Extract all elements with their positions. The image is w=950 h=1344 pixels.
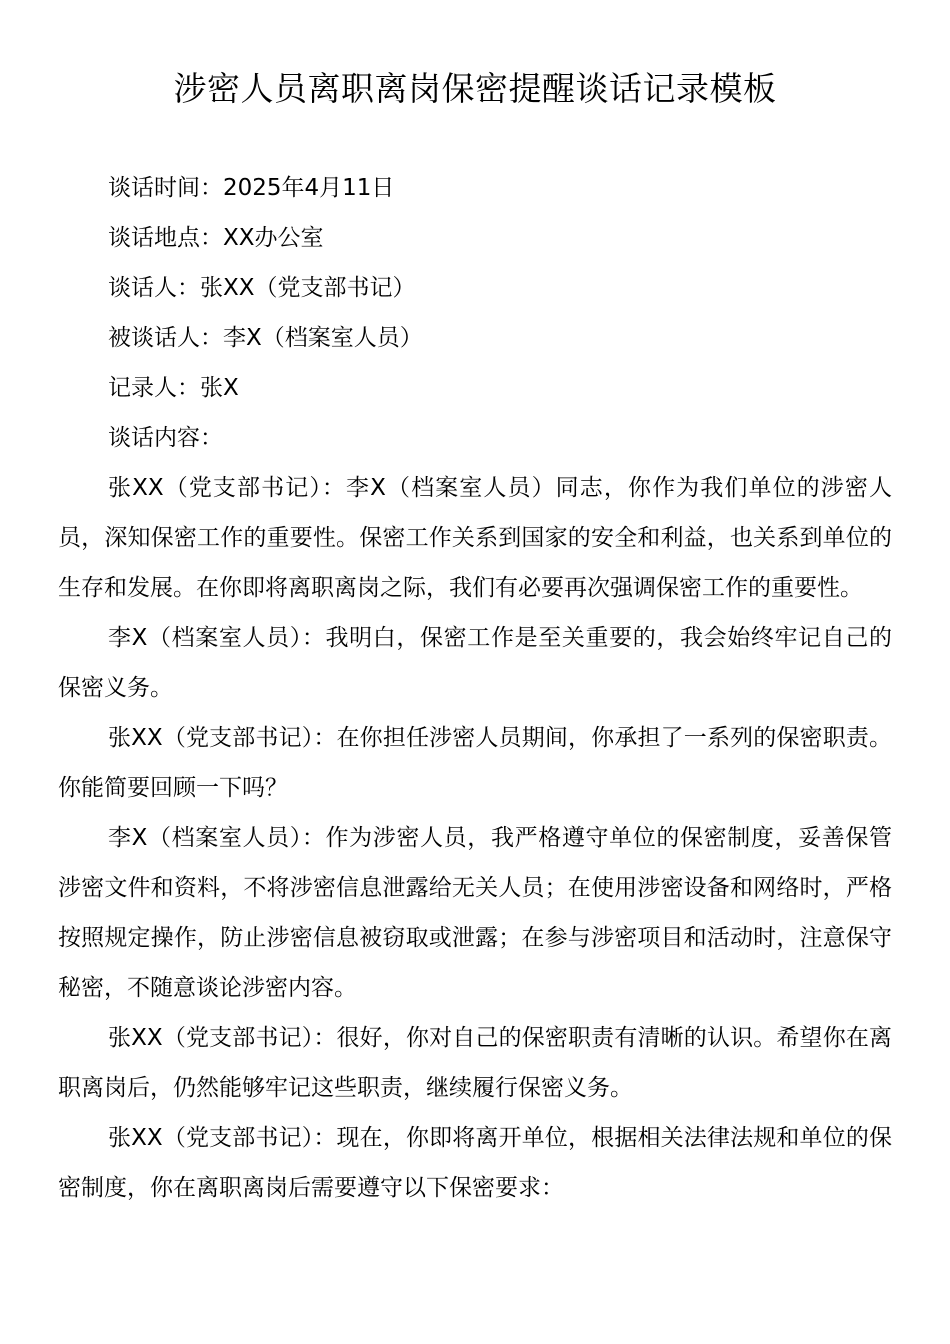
meta-content-heading: 谈话内容： <box>108 425 223 451</box>
dialogue-paragraph: 张XX（党支部书记）：在你担任涉密人员期间，你承担了一系列的保密职责。你能简要回顾一下吗？ <box>58 725 892 801</box>
dialogue-paragraph: 张XX（党支部书记）：很好，你对自己的保密职责有清晰的认识。希望你在离职离岗后，仍然能够牢记这些职责，继续履行保密义务。 <box>58 1025 892 1101</box>
dialogue-paragraph: 张XX（党支部书记）：现在，你即将离开单位，根据相关法律法规和单位的保密制度，你在离职离岗后需要遵守以下保密要求： <box>58 1125 892 1201</box>
meta-interview-location: 谈话地点：XX办公室 <box>108 225 324 251</box>
interview-meta-list <box>108 163 908 463</box>
meta-recorder: 记录人：张X <box>108 375 239 401</box>
dialogue-paragraph: 张XX（党支部书记）：李X（档案室人员）同志，你作为我们单位的涉密人员，深知保密工作的重要性。保密工作关系到国家的安全和利益，也关系到单位的生存和发展。在你即将离职离岗之际，我们有必要再次强调保密工作的重要性。 <box>58 475 892 601</box>
meta-interviewee: 被谈话人：李X（档案室人员） <box>108 325 423 351</box>
dialogue-paragraph: 李X（档案室人员）：我明白，保密工作是至关重要的，我会始终牢记自己的保密义务。 <box>58 625 892 701</box>
meta-interviewer: 谈话人：张XX（党支部书记） <box>108 275 416 301</box>
document-title: 涉密人员离职离岗保密提醒谈话记录模板 <box>173 69 777 108</box>
dialogue-body <box>58 463 892 1213</box>
dialogue-paragraph: 李X（档案室人员）：作为涉密人员，我严格遵守单位的保密制度，妥善保管涉密文件和资料，不将涉密信息泄露给无关人员；在使用涉密设备和网络时，严格按照规定操作，防止涉密信息被窃取或泄露；在参与涉密项目和活动时，注意保守秘密，不随意谈论涉密内容。 <box>58 825 892 1001</box>
meta-interview-time: 谈话时间：2025年4月11日 <box>108 175 395 201</box>
